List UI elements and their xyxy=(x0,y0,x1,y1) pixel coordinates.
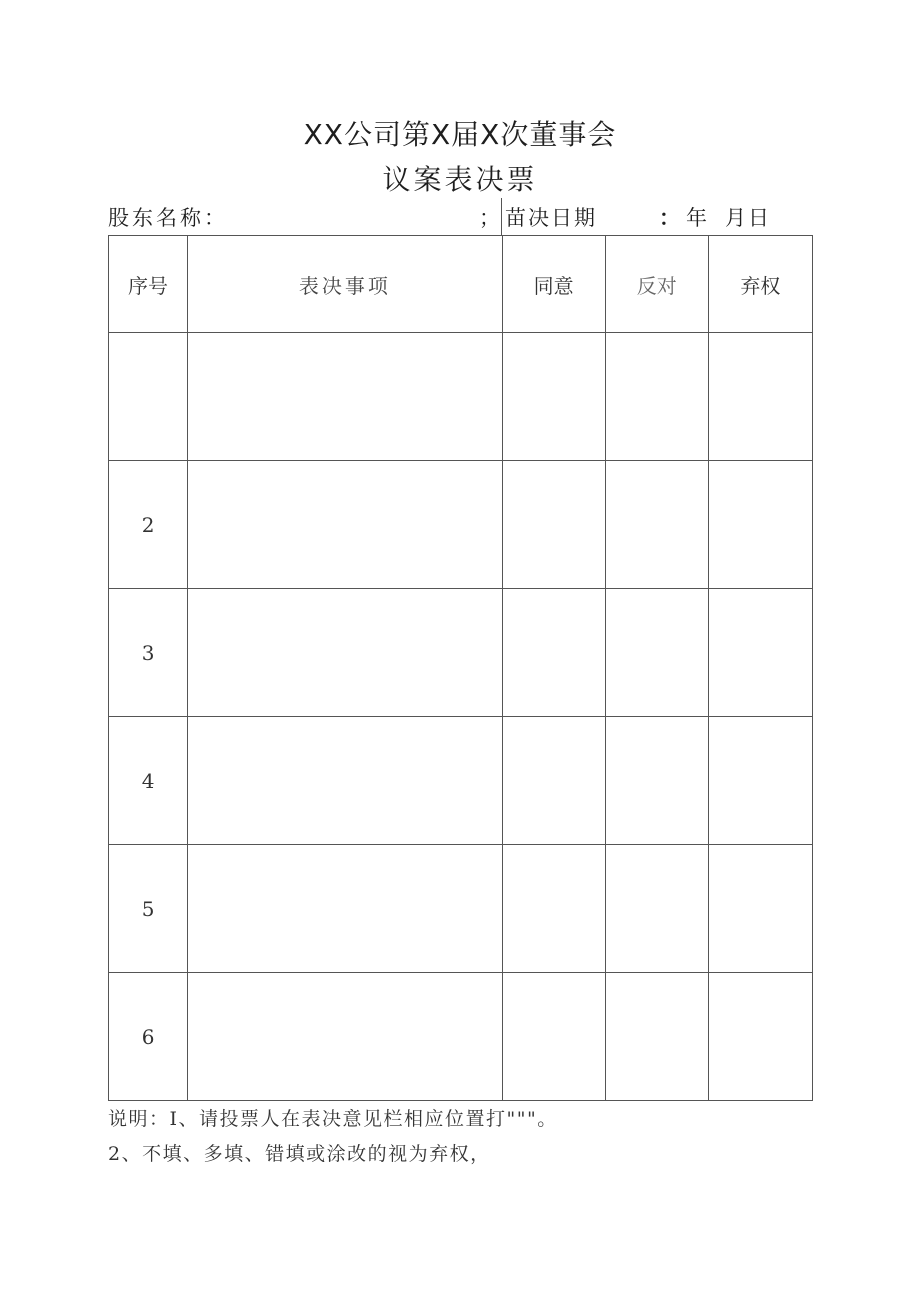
row-oppose-cell[interactable] xyxy=(605,717,708,845)
table-row xyxy=(109,461,813,589)
row-matter-cell[interactable] xyxy=(188,845,502,973)
document-title: XX公司第X届X次董事会 xyxy=(303,118,617,151)
row-oppose-cell[interactable] xyxy=(605,333,708,461)
row-oppose-cell[interactable] xyxy=(605,973,708,1101)
month-day-label: 月日 xyxy=(725,206,771,230)
row-seq-no: 4 xyxy=(109,717,188,845)
row-seq-no: 3 xyxy=(109,589,188,717)
info-divider xyxy=(501,198,502,236)
note-instruction-1: 说明：I、请投票人在表决意见栏相应位置打"""。 xyxy=(108,1108,558,1130)
row-agree-cell[interactable] xyxy=(502,589,605,717)
row-abstain-cell[interactable] xyxy=(708,845,812,973)
row-agree-cell[interactable] xyxy=(502,333,605,461)
table-row xyxy=(109,333,813,461)
row-abstain-cell[interactable] xyxy=(708,589,812,717)
row-abstain-cell[interactable] xyxy=(708,461,812,589)
document-subtitle: 议案表决票 xyxy=(382,163,538,196)
row-seq-no: 5 xyxy=(109,845,188,973)
header-oppose: 反对 xyxy=(605,236,708,333)
row-agree-cell[interactable] xyxy=(502,461,605,589)
header-agree: 同意 xyxy=(502,236,605,333)
row-seq-no xyxy=(109,333,188,461)
vote-table xyxy=(108,235,813,1101)
row-oppose-cell[interactable] xyxy=(605,589,708,717)
row-matter-cell[interactable] xyxy=(188,717,502,845)
table-row xyxy=(109,589,813,717)
row-oppose-cell[interactable] xyxy=(605,461,708,589)
row-agree-cell[interactable] xyxy=(502,717,605,845)
row-matter-cell[interactable] xyxy=(188,461,502,589)
row-seq-no: 6 xyxy=(109,973,188,1101)
row-matter-cell[interactable] xyxy=(188,973,502,1101)
row-agree-cell[interactable] xyxy=(502,973,605,1101)
header-matter: 表决事项 xyxy=(188,236,502,333)
year-label: 年 xyxy=(686,206,707,230)
table-row xyxy=(109,973,813,1101)
header-seq-no: 序号 xyxy=(109,236,188,333)
shareholder-name-label: 股东名称： xyxy=(108,206,228,230)
row-matter-cell[interactable] xyxy=(188,589,502,717)
vote-date-label: 苗决日期 xyxy=(505,206,597,230)
table-row xyxy=(109,717,813,845)
row-oppose-cell[interactable] xyxy=(605,845,708,973)
row-abstain-cell[interactable] xyxy=(708,333,812,461)
row-abstain-cell[interactable] xyxy=(708,973,812,1101)
table-row xyxy=(109,845,813,973)
header-abstain: 弃权 xyxy=(708,236,812,333)
row-agree-cell[interactable] xyxy=(502,845,605,973)
row-seq-no: 2 xyxy=(109,461,188,589)
row-matter-cell[interactable] xyxy=(188,333,502,461)
note-instruction-2: 2、不填、多填、错填或涂改的视为弃权， xyxy=(108,1143,491,1165)
info-semicolon: ； xyxy=(479,206,500,230)
info-line xyxy=(108,200,813,234)
row-abstain-cell[interactable] xyxy=(708,717,812,845)
info-colon: ： xyxy=(659,205,680,230)
table-header-row xyxy=(109,236,813,333)
